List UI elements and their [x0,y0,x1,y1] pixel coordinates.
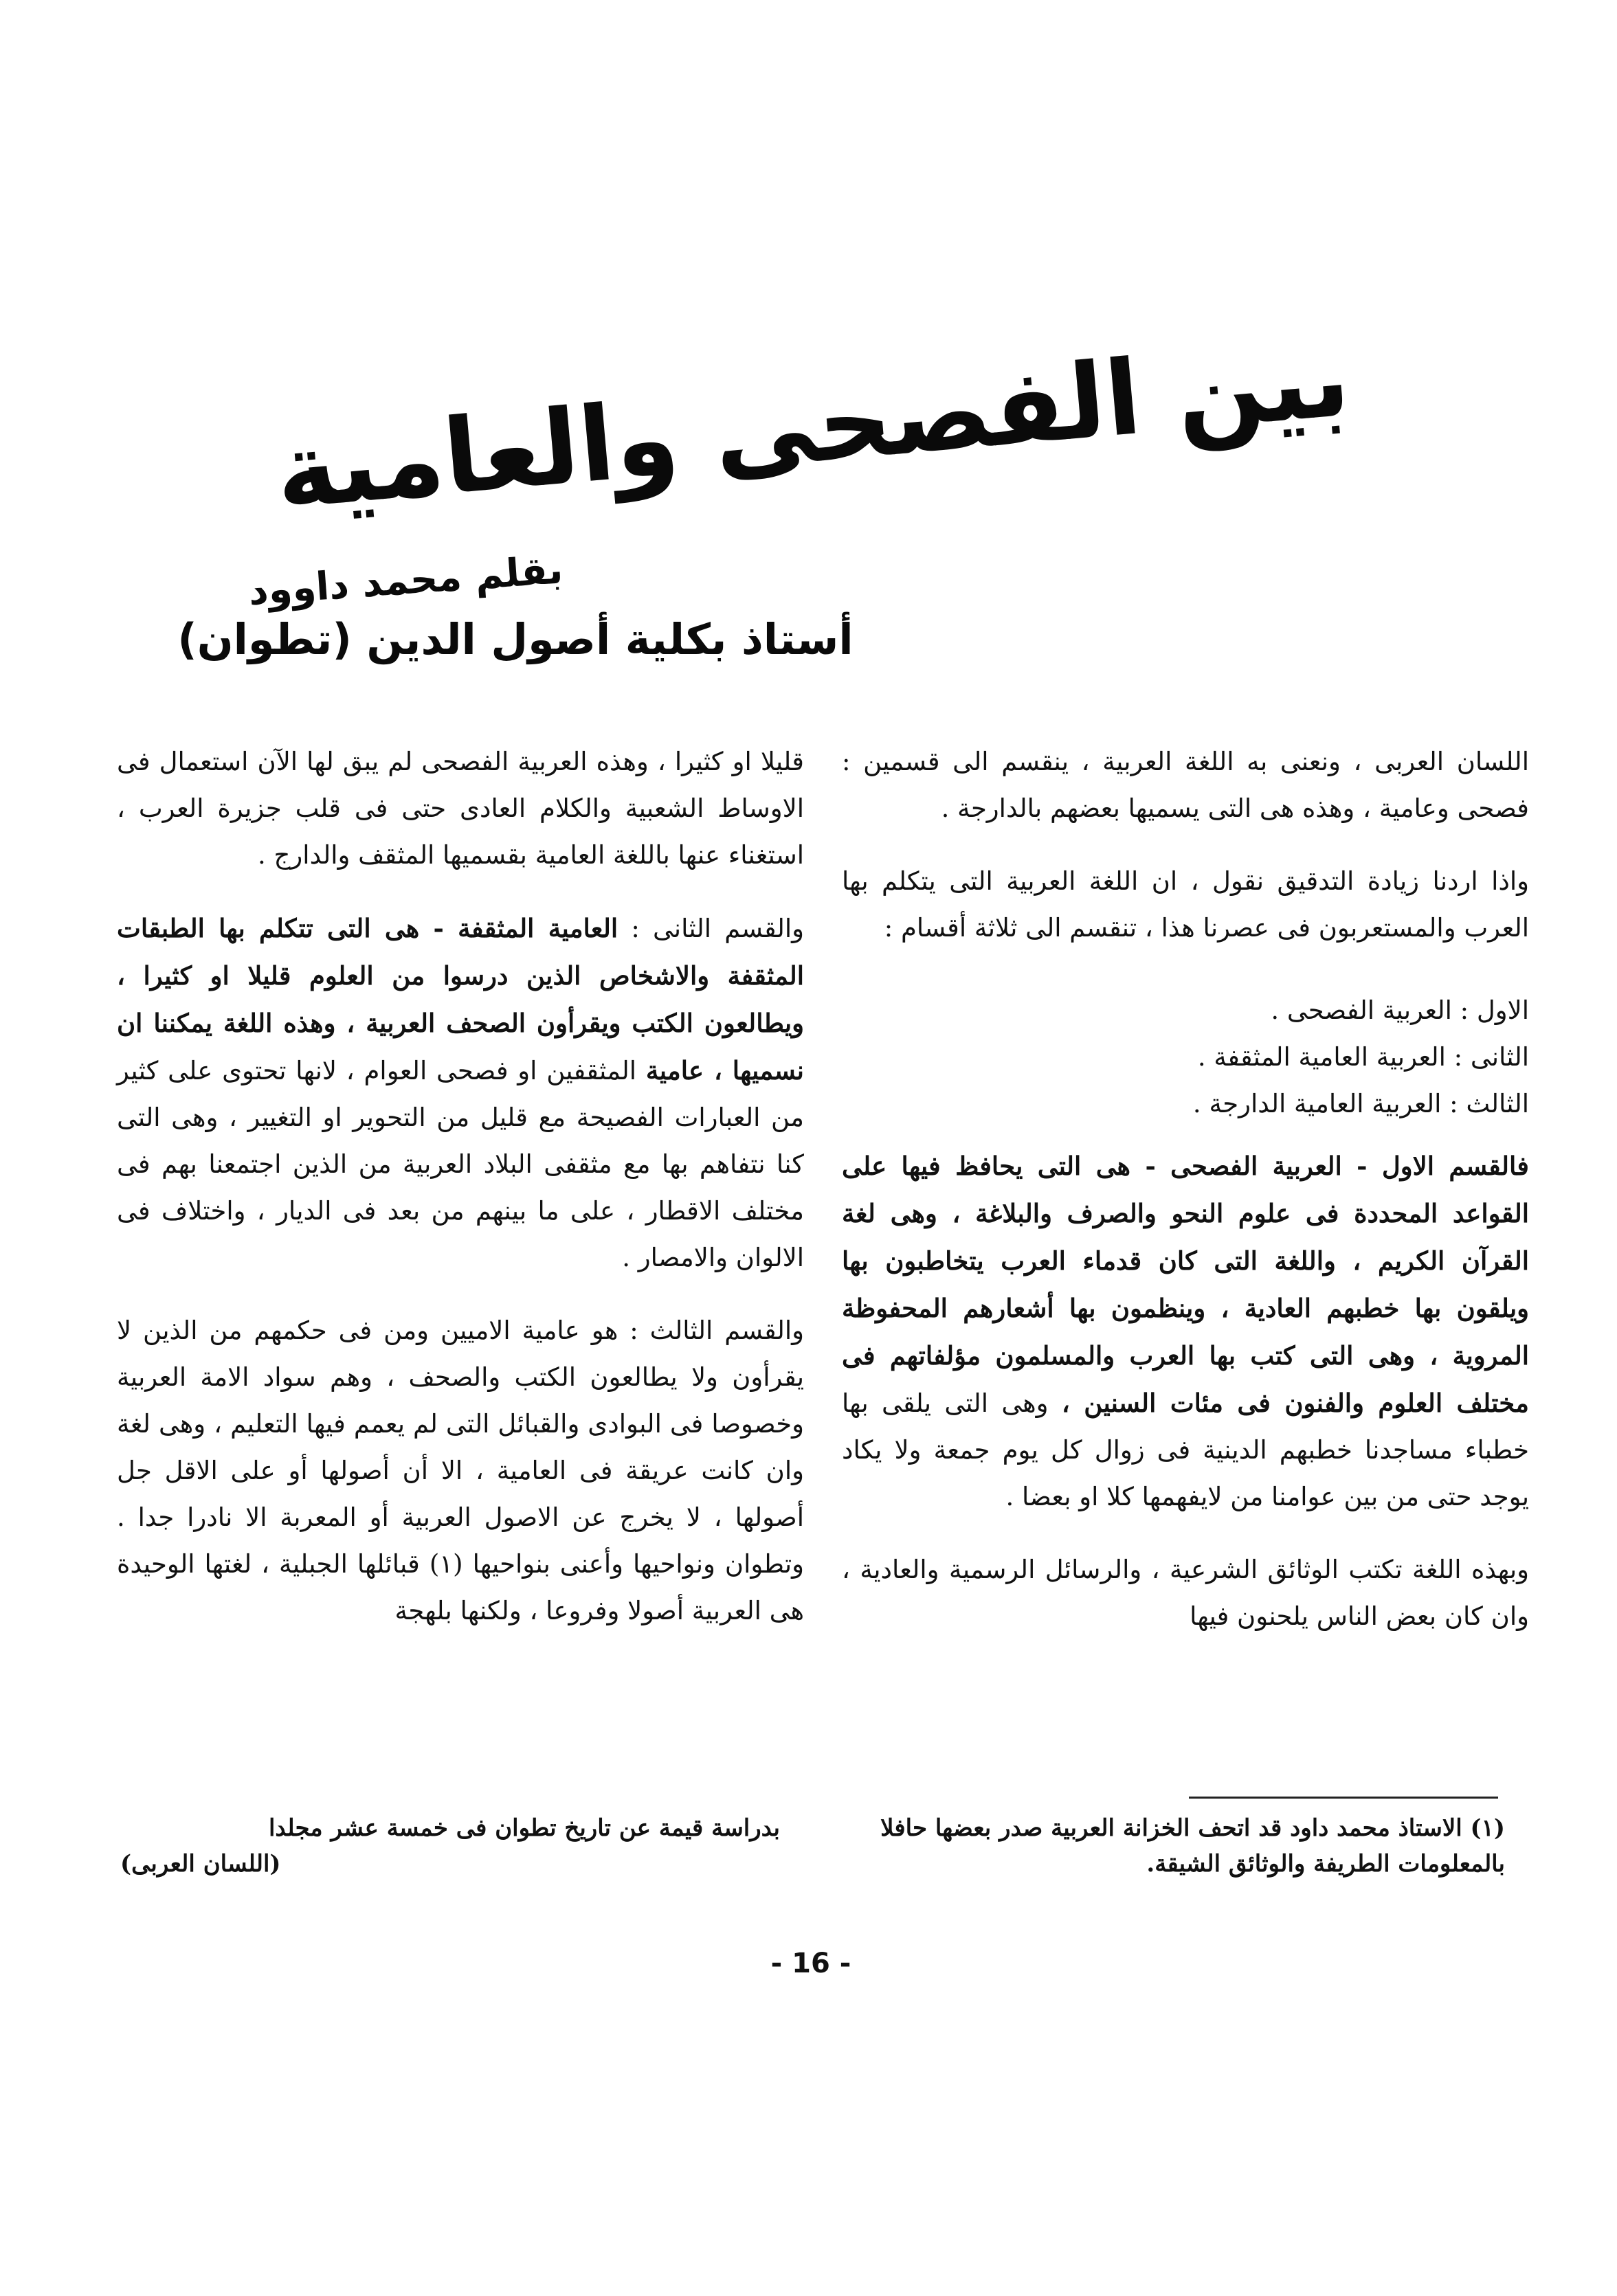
lead-text: والقسم الثانى : [618,914,804,943]
paragraph-documents: وبهذه اللغة تكتب الوثائق الشرعية ، والرسائل الرسمية والعادية ، وان كان بعض الناس يلحنون فيها [842,1555,1529,1631]
column-right [842,739,1529,1666]
list-item: الثالث : العربية العامية الدارجة . [1192,1089,1529,1118]
footnote-right: (١) الاستاذ محمد داود قد اتحف الخزانة العربية صدر بعضها حافلا بالمعلومات الطريفة والوثائق الشيقة. [880,1814,1505,1878]
bold-text: فالقسم الاول - العربية الفصحى - هى التى يحافظ فيها على القواعد المحددة فى علوم النحو والصرف والبلاغة ، وهى لغة القرآن الكريم ، واللغة التى كان قدماء العرب يتخاطبون بها ويلقون بها خطبهم العادية ، وينظمون بها أشعارهم المحفوظة المروية ، وهى التى كتب بها العرب والمسلمون مؤلفاتهم فى مختلف العلوم والفنون فى مئات السنين ، [842,1151,1529,1418]
affiliation-line: أستاذ بكلية أصول الدين (تطوان) [177,614,854,664]
author-line: بقلم محمد داوود [247,548,565,615]
regular-text: المثقفين او فصحى العوام ، لانها تحتوى على كثير من العبارات الفصيحة مع قليل من التحوير او التغيير ، وهى التى كنا نتفاهم بها مع مثقفى البلاد العربية من الذين اجتمعنا بهم فى مختلف الاقطار ، على ما بينهم من بعد فى الديار ، واختلاف فى الالوان والامصار . [117,1056,804,1272]
byline [172,543,859,671]
article-title: بين الفصحى والعامية [271,319,1354,533]
paragraph-divisions: واذا اردنا زيادة التدقيق نقول ، ان اللغة العربية التى يتكلم بها العرب والمستعربون فى عصرنا هذا ، تنقسم الى ثلاثة أقسام : [842,866,1529,943]
regular-text: وهى التى يلقى بها خطباء مساجدنا خطبهم الدينية فى زوال كل يوم جمعة ولا يكاد يوجد حتى من بين عوامنا من لايفهمها كلا او بعضا . [842,1388,1529,1511]
footnote-signature: (اللسان العربى) [120,1850,281,1878]
bold-text: العامية المثقفة - هى التى تتكلم بها الطبقات المثقفة والاشخاص الذين درسوا من العلوم قليلا او كثيرا ، ويطالعون الكتب ويقرأون الصحف العربية ، وهذه اللغة يمكننا ان نسميها ، عامية [117,913,804,1085]
paragraph-intro: اللسان العربى ، ونعنى به اللغة العربية ، ينقسم الى قسمين : فصحى وعامية ، وهذه هى التى يسميها بعضهم بالدارجة . [842,747,1529,823]
list-item: الثانى : العربية العامية المثقفة . [1197,1042,1529,1072]
divisions-list [842,987,1529,1127]
footnote-left [120,1810,780,1882]
list-item: الاول : العربية الفصحى . [1271,995,1529,1025]
paragraph-first-division [842,1143,1529,1520]
footnote-divider [1189,1797,1498,1799]
column-left [117,739,804,1661]
paragraph-continuation: قليلا او كثيرا ، وهذه العربية الفصحى لم يبق لها الآن استعمال فى الاوساط الشعبية والكلام العادى حتى فى قلب جزيرة العرب ، استغناء عنها باللغة العامية بقسميها المثقف والدارج . [117,747,804,870]
footnote-left-text: بدراسة قيمة عن تاريخ تطوان فى خمسة عشر مجلدا [268,1814,780,1842]
paragraph-second-division [117,905,804,1281]
paragraph-third-division: والقسم الثالث : هو عامية الاميين ومن فى حكمهم من الذين لا يقرأون ولا يطالعون الكتب والصحف ، وهم سواد الامة العربية وخصوصا فى البوادى والقبائل التى لم يعمم فيها التعليم ، وهى لغة وان كانت عريقة فى العامية ، الا أن أصولها أو على الاقل جل أصولها ، لا يخرج عن الاصول العربية أو المعربة الا نادرا جدا . وتطوان ونواحيها وأعنى بنواحيها (١) قبائلها الجبلية ، لغتها الوحيدة هى العربية أصولا وفروعا ، ولكنها بلهجة [117,1316,804,1625]
page-number: - 16 - [770,1948,851,1979]
